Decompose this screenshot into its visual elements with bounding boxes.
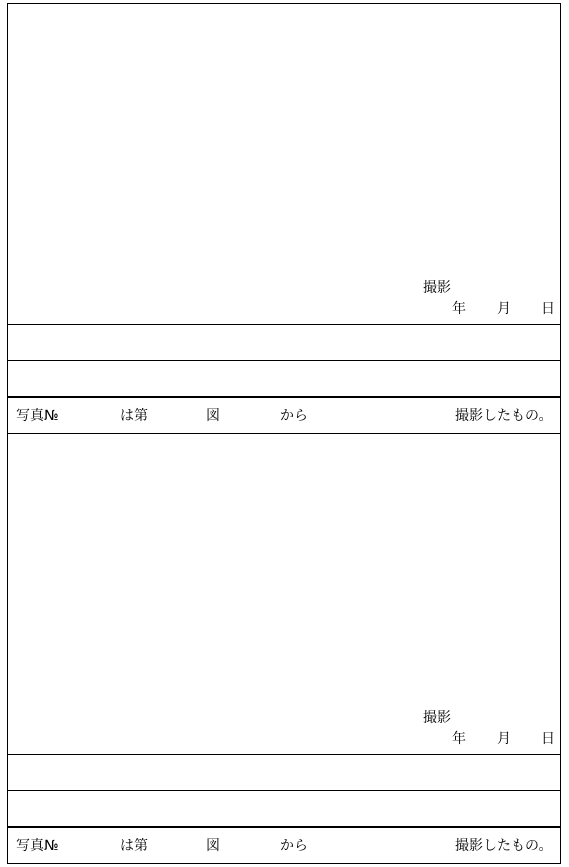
ha-dai-label-2: は第 [120,838,148,854]
shot-label-2: 撮影 [423,710,451,726]
blank-row-2a [7,754,561,791]
month-label-2: 月 [497,731,511,747]
photo-area-1 [7,3,561,325]
end-label-2: 撮影したもの。 [455,838,553,854]
end-label-1: 撮影したもの。 [455,408,553,424]
kara-label-1: から [280,408,308,424]
photo-area-2 [7,433,561,755]
photo-no-label-1: 写真№ [16,408,59,424]
zu-label-2: 図 [206,838,220,854]
ha-dai-label-1: は第 [120,408,148,424]
blank-row-2b [7,790,561,827]
photo-no-label-2: 写真№ [16,838,59,854]
blank-row-1b [7,360,561,397]
year-label-2: 年 [452,731,466,747]
month-label-1: 月 [497,301,511,317]
kara-label-2: から [280,838,308,854]
year-label-1: 年 [452,301,466,317]
day-label-2: 日 [541,731,555,747]
blank-row-1a [7,324,561,361]
zu-label-1: 図 [206,408,220,424]
day-label-1: 日 [541,301,555,317]
shot-label-1: 撮影 [423,280,451,296]
